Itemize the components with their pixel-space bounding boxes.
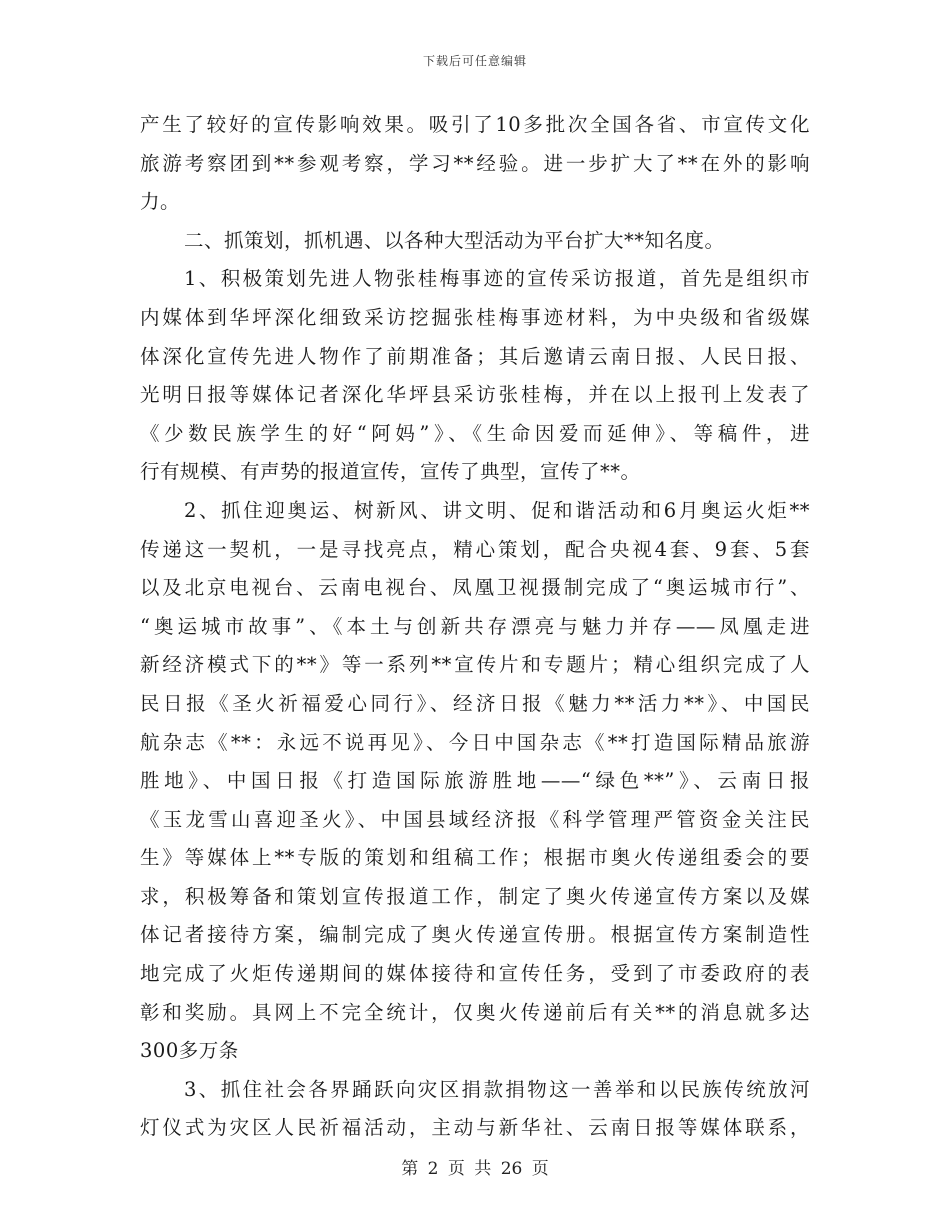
text-line: 航杂志《**：永远不说再见》、今日中国杂志《**打造国际精品旅游 <box>140 730 810 754</box>
text-line: 求，积极筹备和策划宣传报道工作，制定了奥火传递宣传方案以及媒 <box>140 884 810 908</box>
text-line: 彰和奖励。具网上不完全统计，仅奥火传递前后有关**的消息就多达 <box>140 1000 810 1024</box>
text-line: “奥运城市故事”、《本土与创新共存漂亮与魅力并存——凤凰走进 <box>140 614 810 638</box>
text-line: 体深化宣传先进人物作了前期准备；其后邀请云南日报、人民日报、 <box>140 344 810 368</box>
text-line: 生》等媒体上**专版的策划和组稿工作；根据市奥火传递组委会的要 <box>140 846 810 870</box>
page-header: 下载后可任意编辑 <box>422 54 527 68</box>
text-line: 《少数民族学生的好“阿妈”》、《生命因爱而延伸》、等稿件，进 <box>140 421 810 445</box>
text-line: 《玉龙雪山喜迎圣火》、中国县域经济报《科学管理严管资金关注民 <box>140 807 810 831</box>
text-line: 灯仪式为灾区人民祈福活动，主动与新华社、云南日报等媒体联系， <box>140 1116 810 1140</box>
text-line: 2、抓住迎奥运、树新风、讲文明、促和谐活动和6月奥运火炬** <box>184 498 810 522</box>
text-line: 民日报《圣火祈福爱心同行》、经济日报《魅力**活力**》、中国民 <box>140 691 810 715</box>
page-footer: 第 2 页 共 26 页 <box>401 1159 549 1179</box>
text-line: 3、抓住社会各界踊跃向灾区捐款捐物这一善举和以民族传统放河 <box>184 1077 810 1101</box>
text-line: 行有规模、有声势的报道宣传，宣传了典型，宣传了**。 <box>140 460 641 484</box>
text-line: 产生了较好的宣传影响效果。吸引了10多批次全国各省、市宣传文化 <box>140 113 810 136</box>
text-line: 体记者接待方案，编制完成了奥火传递宣传册。根据宣传方案制造性 <box>140 923 810 947</box>
text-line: 新经济模式下的**》等一系列**宣传片和专题片；精心组织完成了人 <box>140 653 810 677</box>
text-line: 旅游考察团到**参观考察，学习**经验。进一步扩大了**在外的影响 <box>140 151 810 175</box>
text-line: 地完成了火炬传递期间的媒体接待和宣传任务，受到了市委政府的表 <box>140 962 810 986</box>
text-line: 二、抓策划，抓机遇、以各种大型活动为平台扩大**知名度。 <box>184 228 725 252</box>
text-line: 300多万条 <box>140 1039 239 1063</box>
text-line: 1、积极策划先进人物张桂梅事迹的宣传采访报道，首先是组织市 <box>184 267 810 291</box>
text-line: 内媒体到华坪深化细致采访挖掘张桂梅事迹材料，为中央级和省级媒 <box>140 305 810 329</box>
text-line: 以及北京电视台、云南电视台、凤凰卫视摄制完成了“奥运城市行”、 <box>140 576 810 600</box>
document-body <box>140 106 810 1148</box>
text-line: 力。 <box>140 190 181 214</box>
text-line: 传递这一契机，一是寻找亮点，精心策划，配合央视4套、9套、5套 <box>140 537 810 561</box>
text-line: 胜地》、中国日报《打造国际旅游胜地——“绿色**”》、云南日报 <box>140 769 810 793</box>
text-line: 光明日报等媒体记者深化华坪县采访张桂梅，并在以上报刊上发表了 <box>140 383 810 407</box>
